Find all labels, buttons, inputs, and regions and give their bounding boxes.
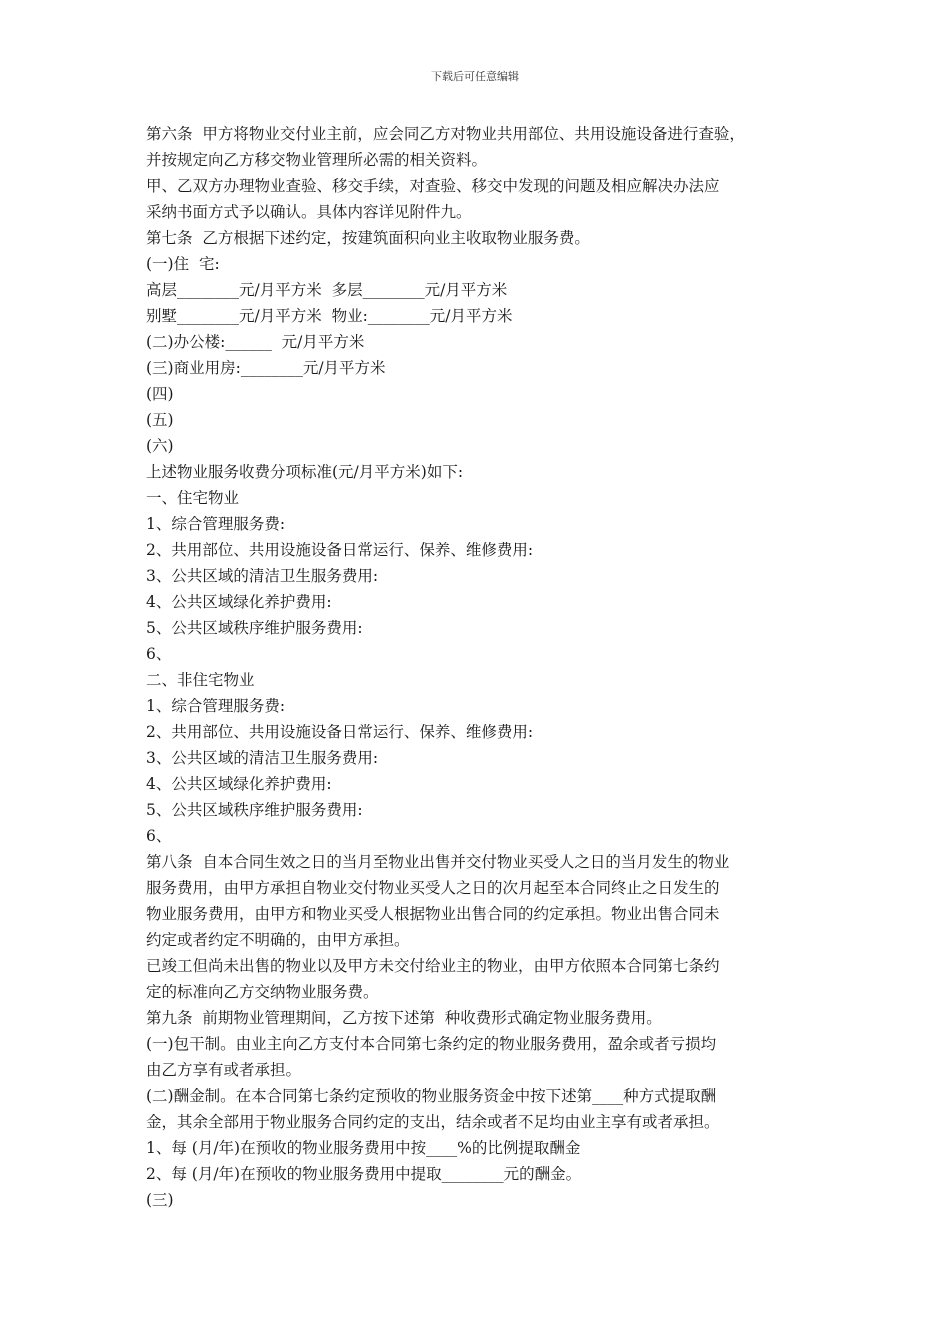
page-header: 下载后可任意编辑: [431, 70, 519, 83]
article-8-line-6: 定的标准向乙方交纳物业服务费。: [146, 983, 379, 1001]
article-8-line-1: 第八条 自本合同生效之日的当月至物业出售并交付物业买受人之日的当月发生的物业: [146, 853, 730, 871]
residential-item-6: 6、: [146, 645, 172, 663]
article-8-line-3: 物业服务费用，由甲方和物业买受人根据物业出售合同的约定承担。物业出售合同未: [146, 905, 720, 923]
lump-sum-line-2: 由乙方享有或者承担。: [146, 1061, 302, 1079]
lump-sum-line-1: (一)包干制。由业主向乙方支付本合同第七条约定的物业服务费用，盈余或者亏损均: [146, 1035, 717, 1053]
non-residential-item-3: 3、公共区域的清洁卫生服务费用:: [146, 749, 379, 767]
article-6-line-2: 并按规定向乙方移交物业管理所必需的相关资料。: [146, 151, 488, 169]
residential-item-2: 2、共用部位、共用设施设备日常运行、保养、维修费用:: [146, 541, 534, 559]
article-7-heading: 第七条 乙方根据下述约定，按建筑面积向业主收取物业服务费。: [146, 229, 590, 247]
remuneration-option-2: 2、每 (月/年)在预收的物业服务费用中提取________元的酬金。: [146, 1165, 582, 1183]
non-residential-item-6: 6、: [146, 827, 172, 845]
residential-item-5: 5、公共区域秩序维护服务费用:: [146, 619, 363, 637]
residential-property-heading: 一、住宅物业: [146, 489, 240, 507]
residential-item-4: 4、公共区域绿化养护费用:: [146, 593, 332, 611]
item-5: (五): [146, 411, 174, 429]
residential-rates-2: 别墅________元/月平方米 物业:________元/月平方米: [146, 307, 513, 325]
article-8-line-5: 已竣工但尚未出售的物业以及甲方未交付给业主的物业，由甲方依照本合同第七条约: [146, 957, 720, 975]
article-6-line-4: 采纳书面方式予以确认。具体内容详见附件九。: [146, 203, 472, 221]
commercial-rate: (三)商业用房:________元/月平方米: [146, 359, 386, 377]
item-3-trailing: (三): [146, 1191, 174, 1209]
non-residential-item-2: 2、共用部位、共用设施设备日常运行、保养、维修费用:: [146, 723, 534, 741]
remuneration-option-1: 1、每 (月/年)在预收的物业服务费用中按____%的比例提取酬金: [146, 1139, 581, 1157]
item-6: (六): [146, 437, 174, 455]
article-9-heading: 第九条 前期物业管理期间，乙方按下述第 种收费形式确定物业服务费用。: [146, 1009, 662, 1027]
article-8-line-2: 服务费用，由甲方承担自物业交付物业买受人之日的次月起至本合同终止之日发生的: [146, 879, 720, 897]
fee-breakdown-heading: 上述物业服务收费分项标准(元/月平方米)如下:: [146, 463, 464, 481]
article-6-line-1: 第六条 甲方将物业交付业主前，应会同乙方对物业共用部位、共用设施设备进行查验，: [146, 125, 745, 143]
residential-rates-1: 高层________元/月平方米 多层________元/月平方米: [146, 281, 508, 299]
non-residential-item-1: 1、综合管理服务费:: [146, 697, 286, 715]
residential-item-1: 1、综合管理服务费:: [146, 515, 286, 533]
non-residential-item-4: 4、公共区域绿化养护费用:: [146, 775, 332, 793]
residential-item-3: 3、公共区域的清洁卫生服务费用:: [146, 567, 379, 585]
residential-heading: (一)住 宅:: [146, 255, 220, 273]
article-6-line-3: 甲、乙双方办理物业查验、移交手续，对查验、移交中发现的问题及相应解决办法应: [146, 177, 720, 195]
document-body: [146, 121, 816, 1213]
article-8-line-4: 约定或者约定不明确的，由甲方承担。: [146, 931, 410, 949]
office-rate: (二)办公楼:______ 元/月平方米: [146, 333, 365, 351]
remuneration-line-1: (二)酬金制。在本合同第七条约定预收的物业服务资金中按下述第____种方式提取酬: [146, 1087, 717, 1105]
non-residential-property-heading: 二、非住宅物业: [146, 671, 255, 689]
non-residential-item-5: 5、公共区域秩序维护服务费用:: [146, 801, 363, 819]
item-4: (四): [146, 385, 174, 403]
remuneration-line-2: 金，其余全部用于物业服务合同约定的支出，结余或者不足均由业主享有或者承担。: [146, 1113, 720, 1131]
